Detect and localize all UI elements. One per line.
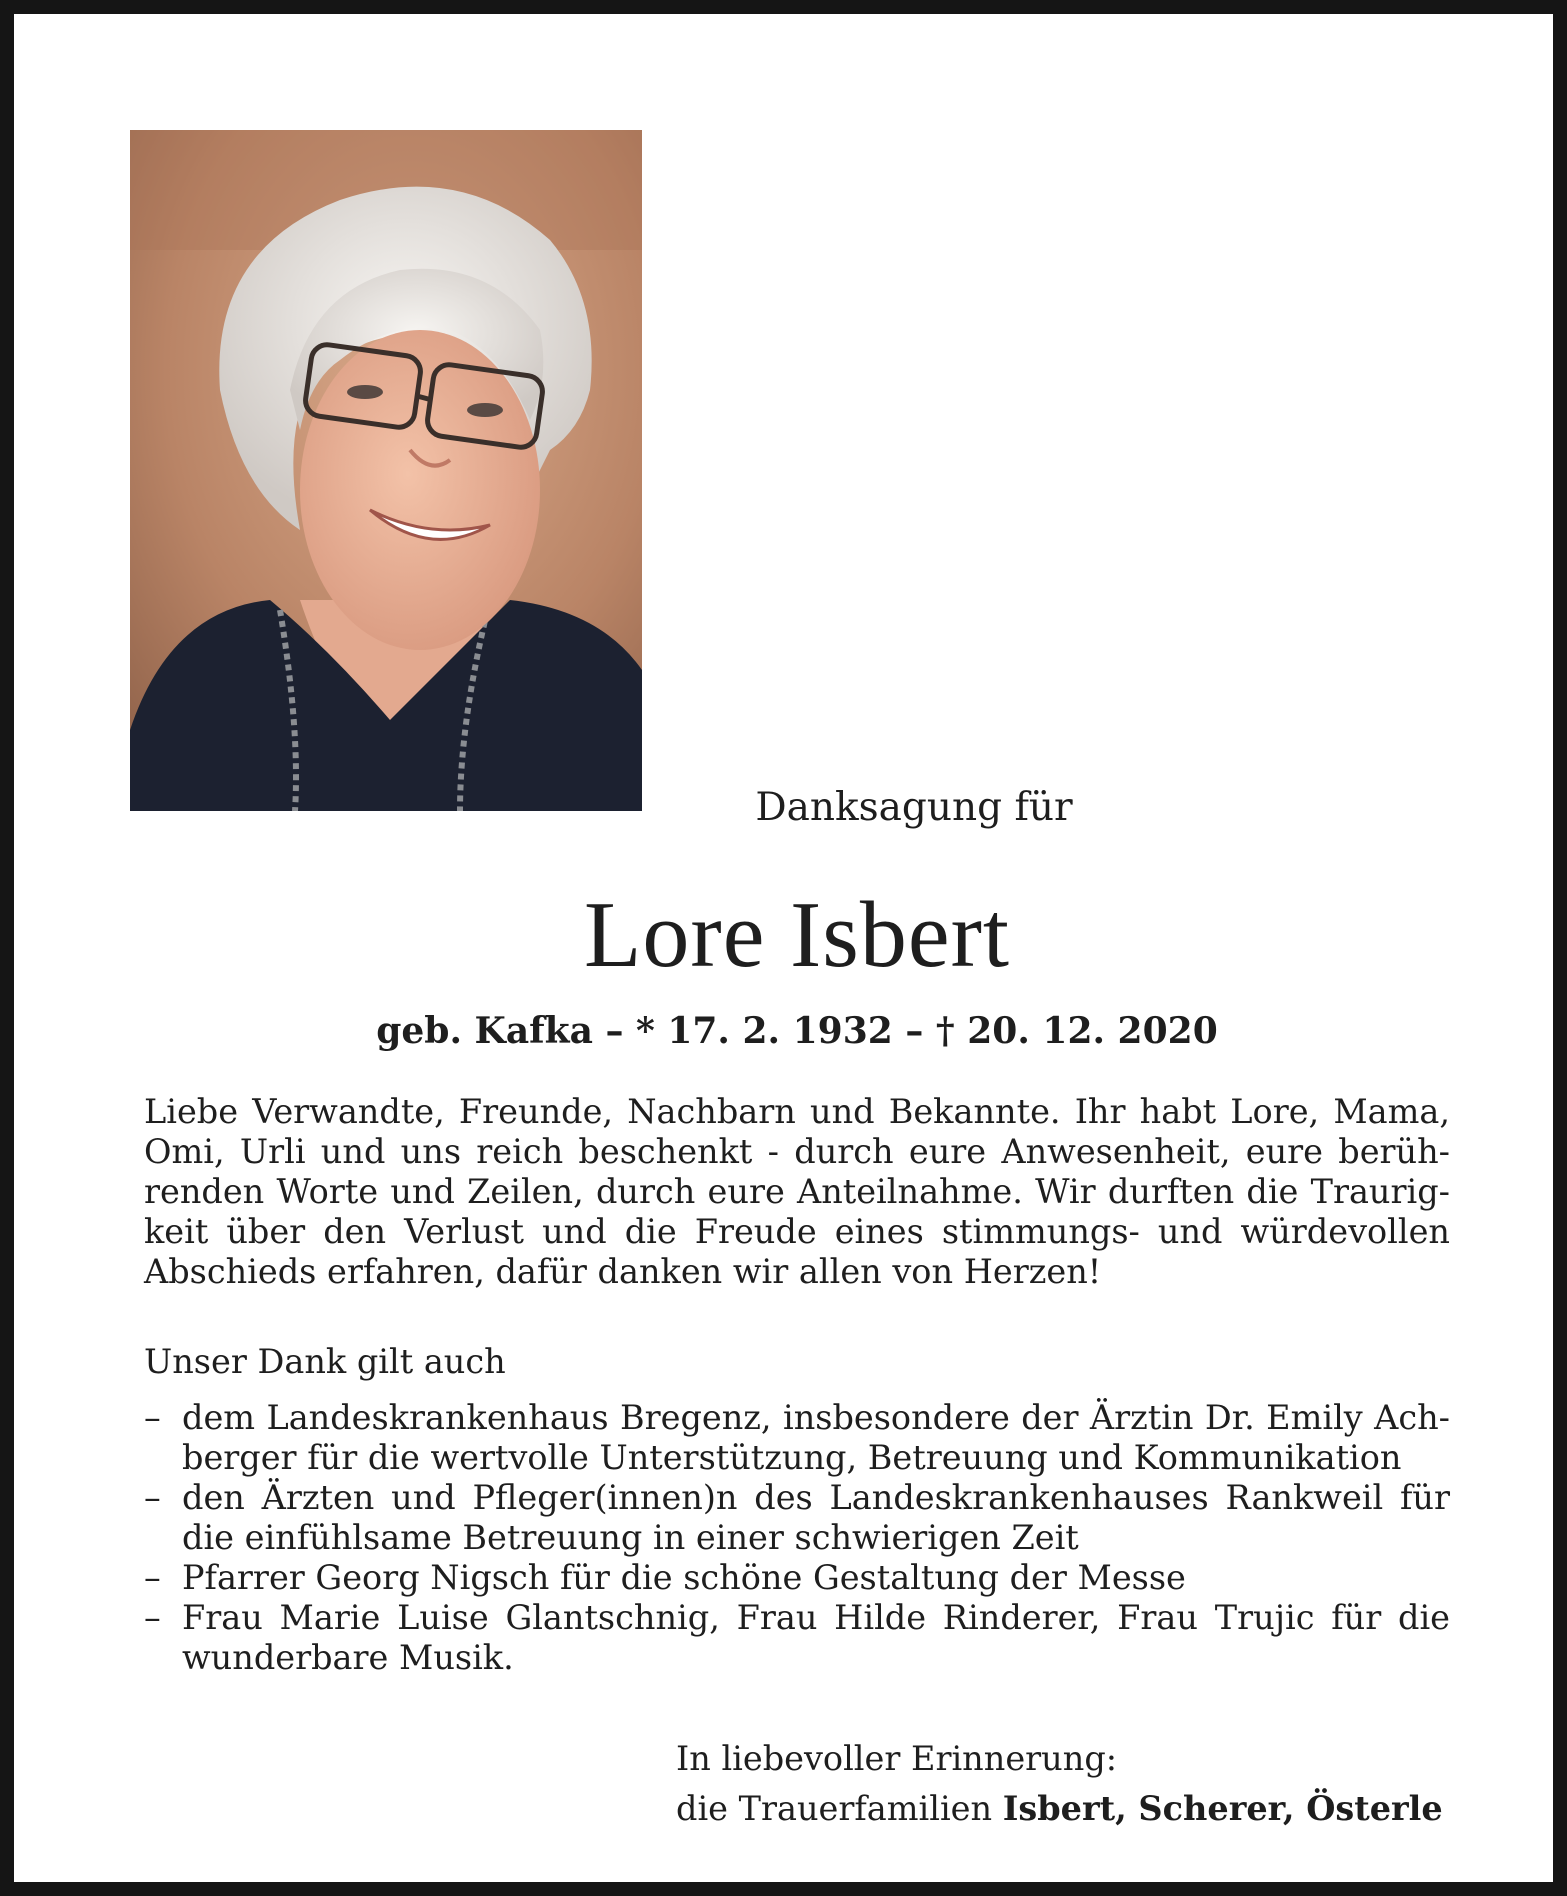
paragraph-line: Omi, Urli und uns reich beschenkt - durch eure Anwesenheit, eure berüh- [144, 1132, 1450, 1171]
closing-prefix: die Trauerfamilien [676, 1789, 1003, 1828]
list-item-line: dem Landeskrankenhaus Bregenz, insbesondere der Ärztin Dr. Emily Ach- [182, 1398, 1450, 1437]
list-dash: – [144, 1558, 161, 1597]
paragraph-line: renden Worte und Zeilen, durch eure Anteilnahme. Wir durften die Traurig- [144, 1172, 1450, 1211]
portrait-image [130, 130, 642, 811]
family-names: Isbert, Scherer, Österle [1002, 1789, 1443, 1828]
thanks-list [144, 1398, 1450, 1678]
paragraph-line: keit über den Verlust und die Freude eines stimmungs- und würdevollen [144, 1212, 1450, 1251]
closing-line-1: In liebevoller Erinnerung: [676, 1739, 1118, 1778]
closing-block [676, 1734, 1443, 1834]
list-dash: – [144, 1478, 161, 1517]
notice-intro: Danksagung für [755, 785, 1073, 830]
paragraph-line: Abschieds erfahren, dafür danken wir allen von Herzen! [144, 1252, 1102, 1291]
list-dash: – [144, 1398, 161, 1437]
list-item [144, 1478, 1450, 1558]
list-dash: – [144, 1598, 161, 1637]
closing-line-2 [676, 1784, 1443, 1834]
list-item-line: wunderbare Musik. [182, 1638, 514, 1677]
list-item [144, 1558, 1450, 1598]
thanks-paragraph [144, 1092, 1450, 1292]
deceased-name: Lore Isbert [584, 883, 1010, 987]
thanks-heading: Unser Dank gilt auch [144, 1342, 506, 1381]
list-item [144, 1398, 1450, 1478]
birth-death-dates: geb. Kafka – * 17. 2. 1932 – † 20. 12. 2020 [376, 1010, 1218, 1052]
list-item-line: die einfühlsame Betreuung in einer schwierigen Zeit [182, 1518, 1079, 1557]
list-item-line: berger für die wertvolle Unterstützung, Betreuung und Kommunikation [182, 1438, 1402, 1477]
list-item [144, 1598, 1450, 1678]
list-item-line: den Ärzten und Pfleger(innen)n des Landeskrankenhauses Rankweil für [182, 1478, 1450, 1517]
paragraph-line: Liebe Verwandte, Freunde, Nachbarn und Bekannte. Ihr habt Lore, Mama, [144, 1092, 1450, 1131]
list-item-line: Pfarrer Georg Nigsch für die schöne Gestaltung der Messe [182, 1558, 1186, 1597]
portrait-photo [130, 130, 642, 811]
list-item-line: Frau Marie Luise Glantschnig, Frau Hilde Rinderer, Frau Trujic für die [182, 1598, 1450, 1637]
